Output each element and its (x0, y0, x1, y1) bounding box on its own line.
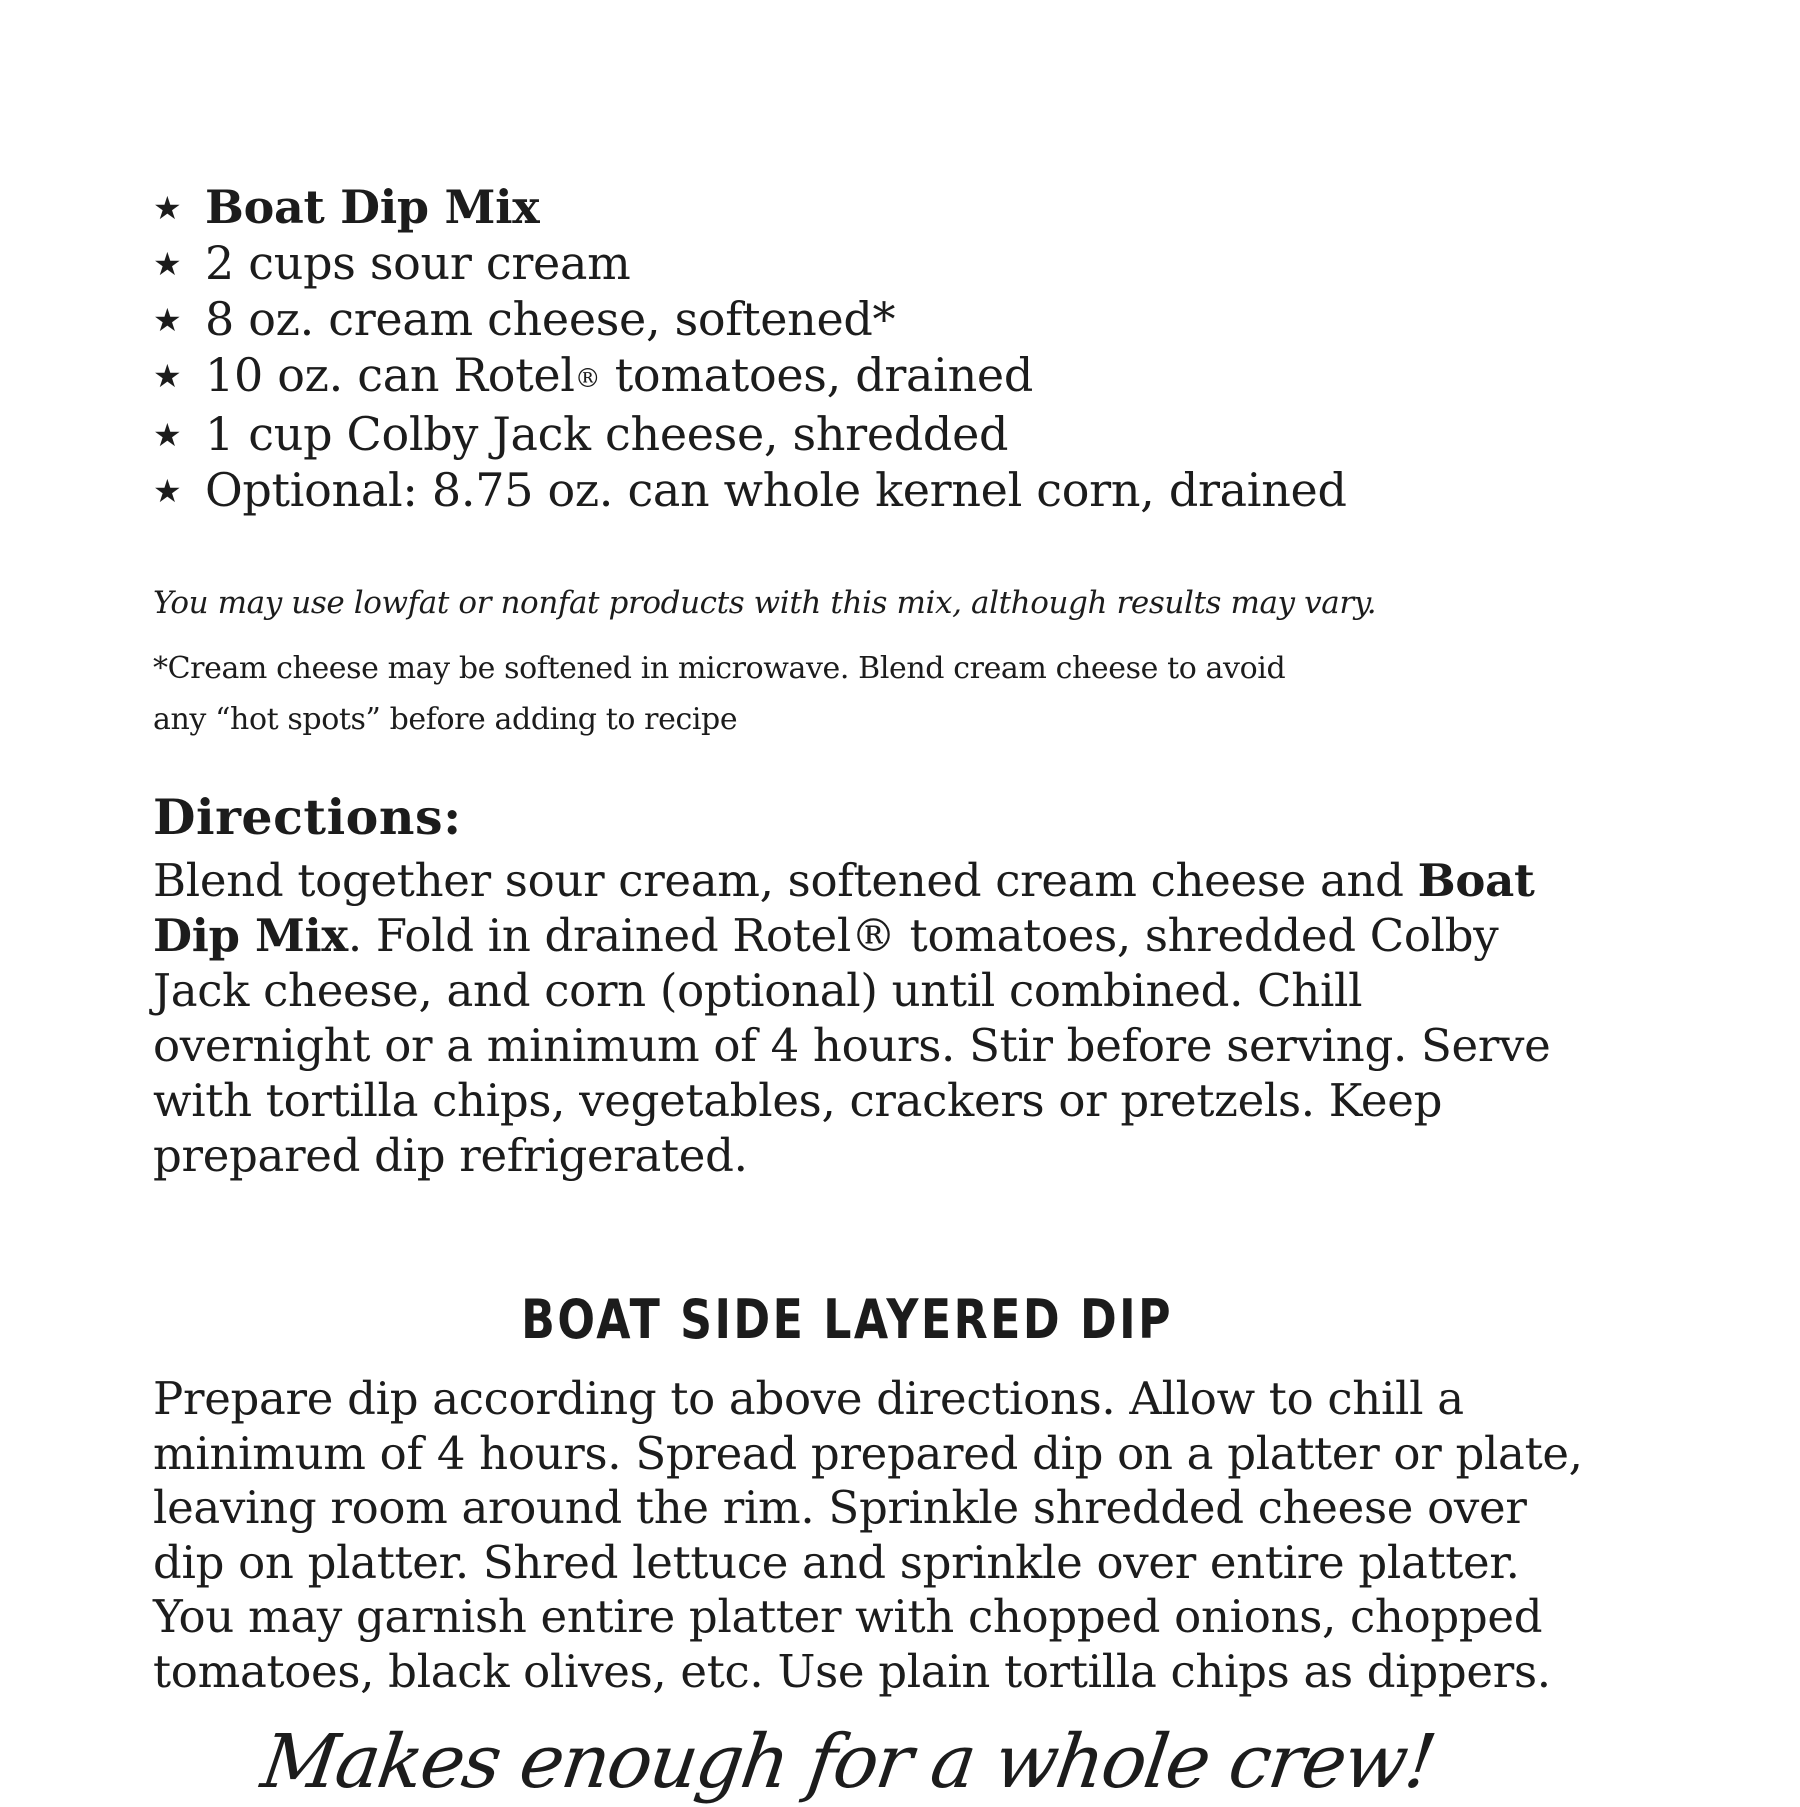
directions-text-part2: . Fold in drained Rotel® tomatoes, shredded Colby Jack cheese, and corn (optional) until combined. Chill overnight or a minimum of 4 hours. Stir before serving. Serve with tortilla chips, vegetables, crackers or pretzels. Keep prepared dip refrigerated. (153, 909, 1551, 1182)
directions-bold-mix-name: Boat Dip Mix (153, 854, 1535, 962)
registered-mark: ® (574, 364, 601, 394)
ingredient-item (153, 236, 1623, 292)
star-icon: ★ (153, 357, 182, 395)
directions-heading: Directions: (153, 788, 462, 846)
star-icon: ★ (153, 416, 182, 454)
ingredient-text: 10 oz. can Rotel (205, 348, 575, 402)
star-icon: ★ (153, 301, 182, 339)
ingredient-item (153, 180, 1623, 236)
ingredient-item (153, 348, 1623, 407)
ingredient-text: tomatoes, drained (600, 348, 1033, 402)
ingredient-item (153, 292, 1623, 348)
lowfat-note: You may use lowfat or nonfat products with this mix, although results may vary. (153, 585, 1377, 621)
tagline-script: Makes enough for a whole crew! (256, 1719, 1440, 1805)
ingredient-text: 1 cup Colby Jack cheese, shredded (205, 407, 1009, 461)
layered-dip-title: BOAT SIDE LAYERED DIP (521, 1288, 1174, 1351)
star-icon: ★ (153, 189, 182, 227)
ingredient-text: 2 cups sour cream (205, 236, 631, 290)
layered-dip-text: Prepare dip according to above directions. Allow to chill a minimum of 4 hours. Spread prepared dip on a platter or plate, leaving room around the rim. Sprinkle shredded cheese over dip on platter. Shred lettuce and sprinkle over entire platter. You may garnish entire platter with chopped onions, chopped tomatoes, black olives, etc. Use plain tortilla chips as dippers. (153, 1372, 1583, 1698)
star-icon: ★ (153, 245, 182, 283)
ingredient-text: 8 oz. cream cheese, softened* (205, 292, 896, 346)
ingredient-item (153, 463, 1623, 519)
recipe-card (153, 180, 1623, 1807)
ingredient-text: Boat Dip Mix (205, 180, 540, 234)
star-icon: ★ (153, 472, 182, 510)
directions-text (153, 853, 1553, 1183)
ingredient-list (153, 180, 1623, 519)
cream-cheese-footnote: *Cream cheese may be softened in microwave. Blend cream cheese to avoid any “hot spots” before adding to recipe (153, 651, 1286, 737)
ingredient-item (153, 407, 1623, 463)
ingredient-text: Optional: 8.75 oz. can whole kernel corn, drained (205, 463, 1347, 517)
directions-text-part1: Blend together sour cream, softened cream cheese and (153, 854, 1418, 907)
